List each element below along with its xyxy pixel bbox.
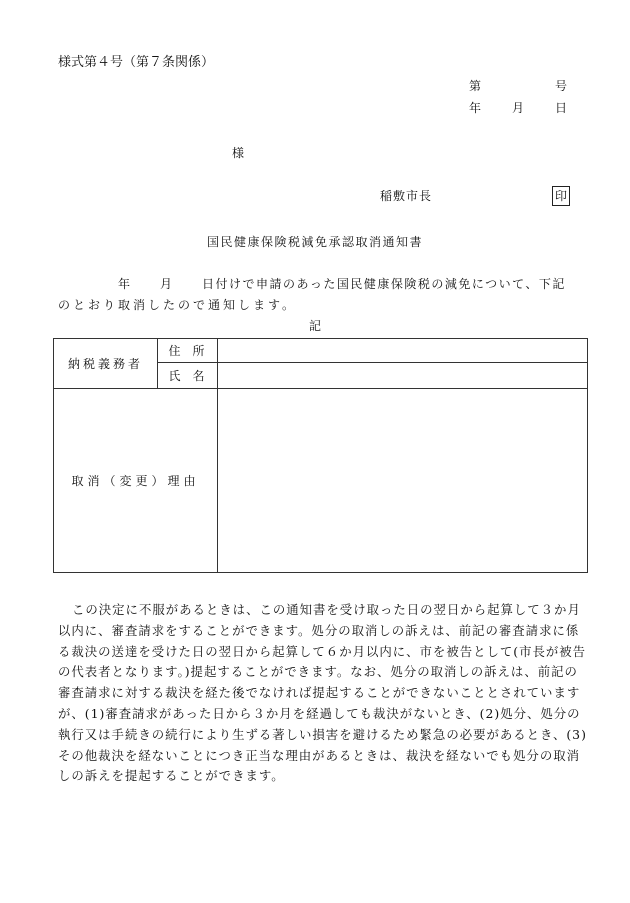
addressee-suffix: 様 <box>232 146 245 160</box>
appeal-notice: この決定に不服があるときは、この通知書を受け取った日の翌日から起算して３か月以内に、審査請求をすることができます。処分の取消しの訴えは、前記の審査請求に係る裁決の送達を受けた日の翌日から起算して６か月以内に、市を被告として(市長が被告の代表者となります。)提起することができます。なお、処分の取消しの訴えは、前記の審査請求に対する裁決を経た後でなければ提起することができないこととされていますが、(1)審査請求があった日から３か月を経過しても裁決がないとき、(2)処分、処分の執行又は手続きの続行により生ずる著しい損害を避けるため緊急の必要があるとき、(3)その他裁決を経ないことにつき正当な理由があるときは、裁決を経ないでも処分の取消しの訴えを提起することができます。 <box>58 602 587 784</box>
info-table <box>53 338 588 573</box>
name-value <box>218 363 588 389</box>
reason-value <box>218 389 588 573</box>
address-value <box>218 339 588 363</box>
intro-line2: のとおり取消したので通知します。 <box>58 298 298 312</box>
number-prefix: 第 <box>469 79 482 93</box>
ki-label: 記 <box>308 319 321 333</box>
intro-line1: 日付けで申請のあった国民健康保険税の減免について、下記 <box>202 277 566 291</box>
form-number: 様式第４号（第７条関係） <box>58 55 215 70</box>
date-month-label: 月 <box>512 101 525 115</box>
address-label: 住所 <box>158 339 218 363</box>
seal-mark: 印 <box>552 186 570 206</box>
intro-month: 月 <box>160 277 173 291</box>
document-title: 国民健康保険税減免承認取消通知書 <box>206 235 423 249</box>
reason-label: 取消（変更）理由 <box>54 389 218 573</box>
number-suffix: 号 <box>555 79 568 93</box>
date-day-label: 日 <box>555 101 568 115</box>
taxpayer-label: 納税義務者 <box>54 339 158 389</box>
intro-year: 年 <box>118 277 131 291</box>
issuer-title: 稲敷市長 <box>380 189 433 203</box>
date-year-label: 年 <box>469 101 482 115</box>
name-label: 氏名 <box>158 363 218 389</box>
